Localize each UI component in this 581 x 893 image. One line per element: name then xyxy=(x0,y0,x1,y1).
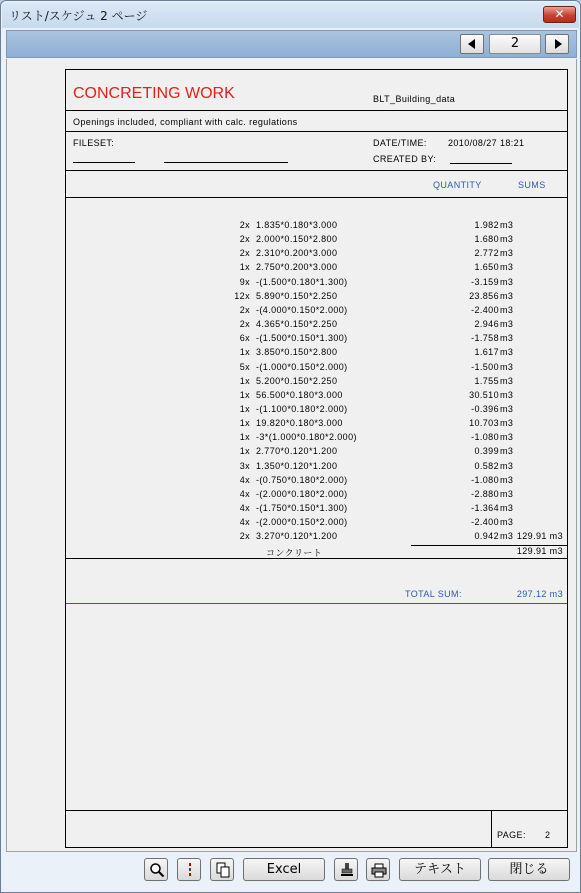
multiplier: 6x xyxy=(239,333,250,344)
unit: m3 xyxy=(500,304,514,315)
quantity: -3.159 xyxy=(471,276,499,287)
row-sum: 129.91 m3 xyxy=(516,531,563,542)
quantity: -1.758 xyxy=(471,333,499,344)
multiplier: 2x xyxy=(239,304,250,315)
quantity-column-header: QUANTITY xyxy=(433,180,482,190)
created-by-label: CREATED BY: xyxy=(373,154,437,164)
table-row xyxy=(66,517,567,531)
quantity: -2.880 xyxy=(471,488,499,499)
quantity: 0.582 xyxy=(474,460,499,471)
unit: m3 xyxy=(500,446,514,457)
stamp-button[interactable] xyxy=(334,858,358,881)
sums-column-header: SUMS xyxy=(518,180,546,190)
printer-icon xyxy=(371,862,387,878)
unit: m3 xyxy=(500,531,514,542)
datetime-value: 2010/08/27 18:21 xyxy=(448,138,525,148)
unit: m3 xyxy=(500,248,514,259)
next-page-button[interactable] xyxy=(545,34,569,54)
unit: m3 xyxy=(500,488,514,499)
table-row xyxy=(66,503,567,517)
quantity: 0.399 xyxy=(474,446,499,457)
table-row xyxy=(66,390,567,404)
unit: m3 xyxy=(500,460,514,471)
table-row xyxy=(66,234,567,248)
multiplier: 4x xyxy=(239,474,250,485)
page-label: PAGE: xyxy=(497,830,526,840)
quantity: -0.396 xyxy=(471,403,499,414)
report-subtitle: Openings included, compliant with calc. regulations xyxy=(73,117,298,127)
table-row xyxy=(66,262,567,276)
group-label: コンクリート xyxy=(266,548,323,558)
text-export-button[interactable]: テキスト xyxy=(399,858,481,881)
multiplier: 2x xyxy=(239,319,250,330)
table-row xyxy=(66,248,567,262)
unit: m3 xyxy=(500,333,514,344)
multiplier: 4x xyxy=(239,517,250,528)
multiplier: 1x xyxy=(239,262,250,273)
unit: m3 xyxy=(500,276,514,287)
total-sum-value: 297.12 m3 xyxy=(516,589,563,599)
expression: -(4.000*0.150*2.000) xyxy=(256,304,348,315)
quantity: -1.080 xyxy=(471,432,499,443)
unit: m3 xyxy=(500,403,514,414)
multiplier: 4x xyxy=(239,488,250,499)
quantity: 2.946 xyxy=(474,319,499,330)
unit: m3 xyxy=(500,474,514,485)
quantity: -1.080 xyxy=(471,474,499,485)
table-row xyxy=(66,291,567,305)
table-row xyxy=(66,277,567,291)
table-row xyxy=(66,489,567,503)
magnifier-icon xyxy=(149,862,165,878)
quantity: 30.510 xyxy=(469,389,499,400)
quantity: -2.400 xyxy=(471,304,499,315)
expression: 2.770*0.120*1.200 xyxy=(256,446,338,457)
quantity: 2.772 xyxy=(474,248,499,259)
quantity: -2.400 xyxy=(471,517,499,528)
quantity: 0.942 xyxy=(474,531,499,542)
expression: 1.350*0.120*1.200 xyxy=(256,460,338,471)
unit: m3 xyxy=(500,220,514,230)
expression: -(2.000*0.180*2.000) xyxy=(256,488,348,499)
unit: m3 xyxy=(500,418,514,429)
expression: 19.820*0.180*3.000 xyxy=(256,418,343,429)
expression: -3*(1.000*0.180*2.000) xyxy=(256,432,357,443)
expression: -(1.100*0.180*2.000) xyxy=(256,403,348,414)
expression: 2.750*0.200*3.000 xyxy=(256,262,338,273)
footer-divider xyxy=(491,810,492,847)
expression: -(1.500*0.180*1.300) xyxy=(256,276,348,287)
unit: m3 xyxy=(500,361,514,372)
close-button[interactable]: 閉じる xyxy=(488,858,570,881)
previous-page-button[interactable] xyxy=(460,34,484,54)
excel-button[interactable]: Excel xyxy=(243,858,325,881)
fileset-label: FILESET: xyxy=(73,138,115,148)
table-row xyxy=(66,461,567,475)
unit: m3 xyxy=(500,517,514,528)
window-title: リスト/スケジュ 2 ページ xyxy=(9,9,148,23)
multiplier: 4x xyxy=(239,503,250,513)
unit: m3 xyxy=(500,375,514,386)
marker-button[interactable] xyxy=(177,858,201,881)
divider xyxy=(66,170,567,171)
unit: m3 xyxy=(500,503,514,513)
multiplier: 1x xyxy=(239,389,250,400)
unit: m3 xyxy=(500,234,514,245)
stamp-icon xyxy=(339,862,355,878)
multiplier: 2x xyxy=(239,220,250,230)
fileset-blank-2 xyxy=(164,162,288,163)
quantity: 1.650 xyxy=(474,262,499,273)
table-row xyxy=(66,446,567,460)
quantity: 1.755 xyxy=(474,375,499,386)
expression: 2.310*0.200*3.000 xyxy=(256,248,338,259)
multiplier: 12x xyxy=(234,290,250,301)
multiplier: 1x xyxy=(239,403,250,414)
table-row xyxy=(66,319,567,333)
print-button[interactable] xyxy=(366,858,390,881)
table-row xyxy=(66,333,567,347)
expression: -(1.750*0.150*1.300) xyxy=(256,503,348,513)
expression: 56.500*0.180*3.000 xyxy=(256,389,343,400)
divider xyxy=(66,558,567,559)
table-row xyxy=(66,305,567,319)
multiplier: 5x xyxy=(239,361,250,372)
multiplier: 1x xyxy=(239,347,250,358)
page-value: 2 xyxy=(545,830,551,840)
copy-pages-icon xyxy=(215,862,231,878)
table-row xyxy=(66,531,567,545)
total-sum-label: TOTAL SUM: xyxy=(405,589,462,599)
arrow-left-icon xyxy=(468,39,475,49)
unit: m3 xyxy=(500,389,514,400)
unit: m3 xyxy=(500,319,514,330)
expression: 2.000*0.150*2.800 xyxy=(256,234,338,245)
marker-icon xyxy=(182,862,198,878)
expression: 1.835*0.180*3.000 xyxy=(256,220,338,230)
multiplier: 1x xyxy=(239,418,250,429)
quantity: 1.617 xyxy=(474,347,499,358)
project-name: BLT_Building_data xyxy=(373,94,456,104)
table-row xyxy=(66,362,567,376)
multiplier: 2x xyxy=(239,531,250,542)
expression: -(0.750*0.180*2.000) xyxy=(256,474,348,485)
multiplier: 1x xyxy=(239,375,250,386)
report-page xyxy=(65,69,568,848)
unit: m3 xyxy=(500,432,514,443)
divider xyxy=(66,131,567,132)
table-row xyxy=(66,418,567,432)
fileset-blank-1 xyxy=(73,162,135,163)
copy-pages-button[interactable] xyxy=(210,858,234,881)
zoom-button[interactable] xyxy=(144,858,168,881)
expression: 3.850*0.150*2.800 xyxy=(256,347,338,358)
title-bar[interactable] xyxy=(2,2,579,28)
created-by-blank xyxy=(450,163,512,164)
window-close-button[interactable]: ✕ xyxy=(543,6,576,23)
expression: -(1.500*0.150*1.300) xyxy=(256,333,348,344)
quantity: -1.500 xyxy=(471,361,499,372)
table-row xyxy=(66,376,567,390)
multiplier: 2x xyxy=(239,248,250,259)
divider xyxy=(66,197,567,198)
multiplier: 1x xyxy=(239,446,250,457)
page-number-field[interactable]: 2 xyxy=(489,34,541,54)
table-row xyxy=(66,347,567,361)
multiplier: 9x xyxy=(239,276,250,287)
unit: m3 xyxy=(500,290,514,301)
unit: m3 xyxy=(500,347,514,358)
expression: 5.890*0.150*2.250 xyxy=(256,290,338,301)
expression: 5.200*0.150*2.250 xyxy=(256,375,338,386)
quantity: 23.856 xyxy=(469,290,499,301)
multiplier: 2x xyxy=(239,234,250,245)
table-row xyxy=(66,220,567,234)
page-navigation-bar xyxy=(6,30,577,58)
datetime-label: DATE/TIME: xyxy=(373,138,427,148)
table-row xyxy=(66,475,567,489)
table-row xyxy=(66,404,567,418)
arrow-right-icon xyxy=(555,39,562,49)
report-title: CONCRETING WORK xyxy=(73,85,235,102)
expression: 3.270*0.120*1.200 xyxy=(256,531,338,542)
quantity: -1.364 xyxy=(471,503,499,513)
group-sum: 129.91 m3 xyxy=(516,546,563,556)
multiplier: 1x xyxy=(239,432,250,443)
total-divider xyxy=(66,603,567,604)
quantity: 10.703 xyxy=(469,418,499,429)
multiplier: 3x xyxy=(239,460,250,471)
divider xyxy=(66,110,567,111)
table-row xyxy=(66,432,567,446)
unit: m3 xyxy=(500,262,514,273)
expression: -(2.000*0.150*2.000) xyxy=(256,517,348,528)
expression: 4.365*0.150*2.250 xyxy=(256,319,338,330)
preview-area[interactable] xyxy=(6,59,577,852)
expression: -(1.000*0.150*2.000) xyxy=(256,361,348,372)
quantity: 1.680 xyxy=(474,234,499,245)
quantity: 1.982 xyxy=(474,220,499,230)
